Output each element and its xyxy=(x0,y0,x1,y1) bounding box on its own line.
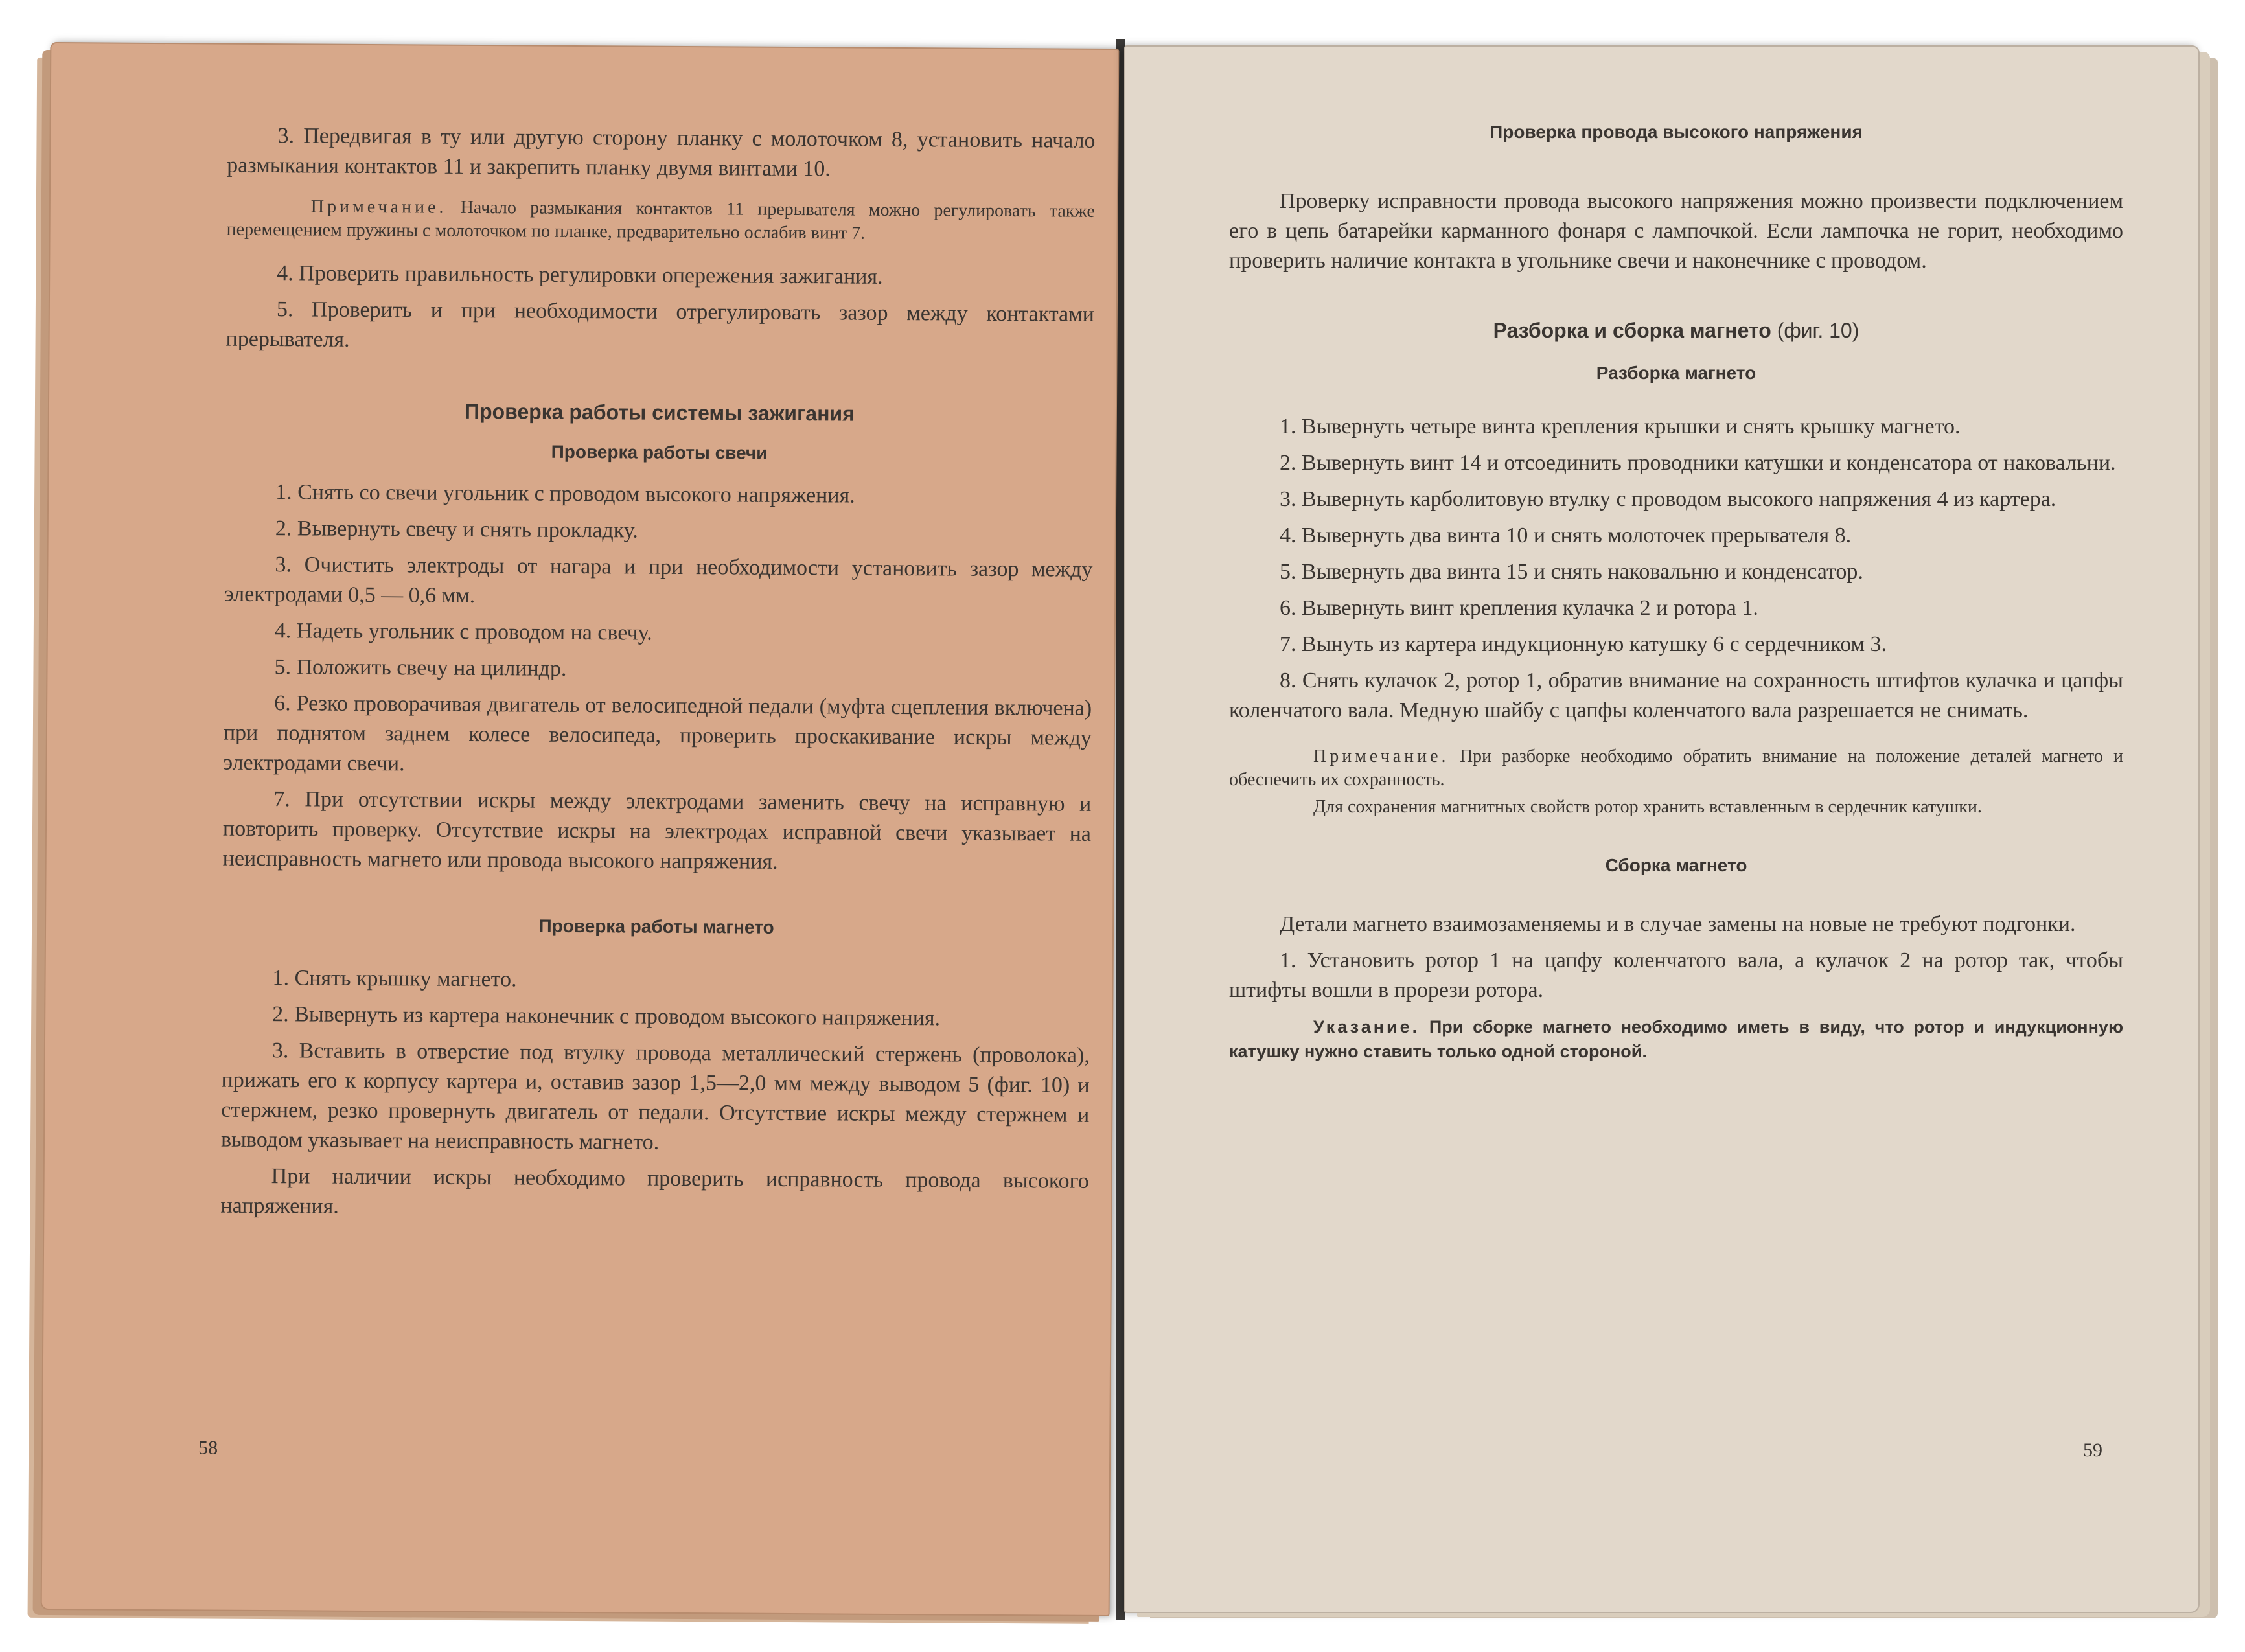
paragraph-step-3: 3. Передвигая в ту или другую сторону планку с молоточком 8, установить начало размыкания контактов 11 и закрепить планку двумя винтами 10. xyxy=(227,124,1096,181)
plug-step-6: 6. Резко проворачивая двигатель от велосипедной педали (муфта сцепления включена) при поднятом заднем колесе велосипеда, проверить проскакивание искры между электродами свечи. xyxy=(223,691,1092,776)
heading-wire-check: Проверка провода высокого напряжения xyxy=(1490,122,1863,142)
plug-step-1: 1. Снять со свечи угольник с проводом высокого напряжения. xyxy=(275,480,855,508)
assembly-intro: Детали магнето взаимозаменяемы и в случае замены на новые не требуют подгонки. xyxy=(1280,912,2076,936)
magneto-step-3: 3. Вставить в отверстие под втулку провода металлический стержень (проволока), прижать его к корпусу картера и, оставив зазор 1,5—2,0 мм между выводом 5 (фиг. 10) и стержнем, резко провернуть двигатель от педали. Отсутствие искры между стержнем и выводом указывает на неисправность магнето. xyxy=(220,1038,1090,1154)
paragraph-step-5: 5. Проверить и при необходимости отрегулировать зазор между контактами прерывателя. xyxy=(225,297,1094,352)
right-page-text xyxy=(1229,119,2123,1078)
note-text-right: При разборке необходимо обратить внимание на положение деталей магнето и обеспечить их сохранность. xyxy=(1229,746,2123,790)
note-label: Примечание. xyxy=(310,196,447,218)
instruction-text: При сборке магнето необходимо иметь в виду, что ротор и индукционную катушку нужно ставить только одной стороной. xyxy=(1229,1017,2123,1061)
left-page xyxy=(41,42,1120,1616)
heading-figure-ref: (фиг. 10) xyxy=(1771,319,1859,342)
heading-disassembly: Разборка магнето xyxy=(1596,363,1756,383)
magneto-step-2: 2. Вывернуть из картера наконечник с проводом высокого напряжения. xyxy=(272,1002,941,1031)
disassembly-step-8: 8. Снять кулачок 2, ротор 1, обратив внимание на сохранность штифтов кулачка и цапфы коленчатого вала. Медную шайбу с цапфы коленчатого вала разрешается не снимать. xyxy=(1229,669,2123,722)
disassembly-step-5: 5. Вывернуть два винта 15 и снять наковальню и конденсатор. xyxy=(1280,560,1863,584)
plug-step-3: 3. Очистить электроды от нагара и при необходимости установить зазор между электродами 0,5 — 0,6 мм. xyxy=(224,553,1093,608)
assembly-step-1: 1. Установить ротор 1 на цапфу коленчатого вала, а кулачок 2 на ротор так, чтобы штифты вошли в прорези ротора. xyxy=(1229,948,2123,1002)
page-number-right: 59 xyxy=(2083,1440,2102,1461)
heading-plug-check: Проверка работы свечи xyxy=(551,441,768,463)
heading-ignition-system: Проверка работы системы зажигания xyxy=(464,399,855,426)
plug-step-5: 5. Положить свечу на цилиндр. xyxy=(274,655,567,681)
wire-paragraph: Проверку исправности провода высокого напряжения можно произвести подключением его в цепь батарейки карманного фонаря с лампочкой. Если лампочка не горит, необходимо проверить наличие контакта в угольнике свечи и наконечнике с проводом. xyxy=(1229,189,2123,273)
right-page xyxy=(1124,45,2200,1613)
disassembly-step-4: 4. Вывернуть два винта 10 и снять молоточек прерывателя 8. xyxy=(1280,523,1852,547)
heading-disassembly-text: Разборка и сборка магнето xyxy=(1493,319,1771,342)
plug-step-4: 4. Надеть угольник с проводом на свечу. xyxy=(274,619,652,645)
left-page-text xyxy=(220,121,1095,1233)
plug-step-2: 2. Вывернуть свечу и снять прокладку. xyxy=(275,516,638,543)
heading-assembly: Сборка магнето xyxy=(1605,855,1747,875)
instruction-label: Указание. xyxy=(1313,1017,1420,1037)
disassembly-step-3: 3. Вывернуть карболитовую втулку с проводом высокого напряжения 4 из картера. xyxy=(1280,487,2056,511)
note-contacts xyxy=(227,195,1095,247)
heading-disassembly-assembly xyxy=(1229,316,2123,345)
disassembly-step-1: 1. Вывернуть четыре винта крепления крышки и снять крышку магнето. xyxy=(1280,415,1961,439)
disassembly-step-2: 2. Вывернуть винт 14 и отсоединить проводники катушки и конденсатора от наковальни. xyxy=(1280,451,2116,475)
plug-step-7: 7. При отсутствии искры между электродами заменить свечу на исправную и повторить проверку. Отсутствие искры на электродах исправной свечи указывает на неисправность магнето или провода высокого напряжения. xyxy=(222,787,1092,874)
note-rotor-storage: Для сохранения магнитных свойств ротор хранить вставленным в сердечник катушки. xyxy=(1313,797,1982,817)
disassembly-step-6: 6. Вывернуть винт крепления кулачка 2 и ротора 1. xyxy=(1280,596,1758,620)
note-text: Начало размыкания контактов 11 прерывателя можно регулировать также перемещением пружины с молоточком по планке, предварительно ослабив винт 7. xyxy=(226,197,1095,244)
note-disassembly xyxy=(1229,745,2123,792)
note-label-right: Примечание. xyxy=(1313,746,1449,766)
magneto-step-1: 1. Снять крышку магнето. xyxy=(272,966,517,992)
heading-magneto-check: Проверка работы магнето xyxy=(538,915,774,937)
disassembly-step-7: 7. Вынуть из картера индукционную катушку 6 с сердечником 3. xyxy=(1280,632,1887,656)
page-number-left: 58 xyxy=(198,1437,218,1459)
instruction-assembly xyxy=(1229,1015,2123,1064)
paragraph-step-4: 4. Проверить правильность регулировки опережения зажигания. xyxy=(277,261,883,289)
magneto-step-4: При наличии искры необходимо проверить исправность провода высокого напряжения. xyxy=(220,1164,1089,1219)
